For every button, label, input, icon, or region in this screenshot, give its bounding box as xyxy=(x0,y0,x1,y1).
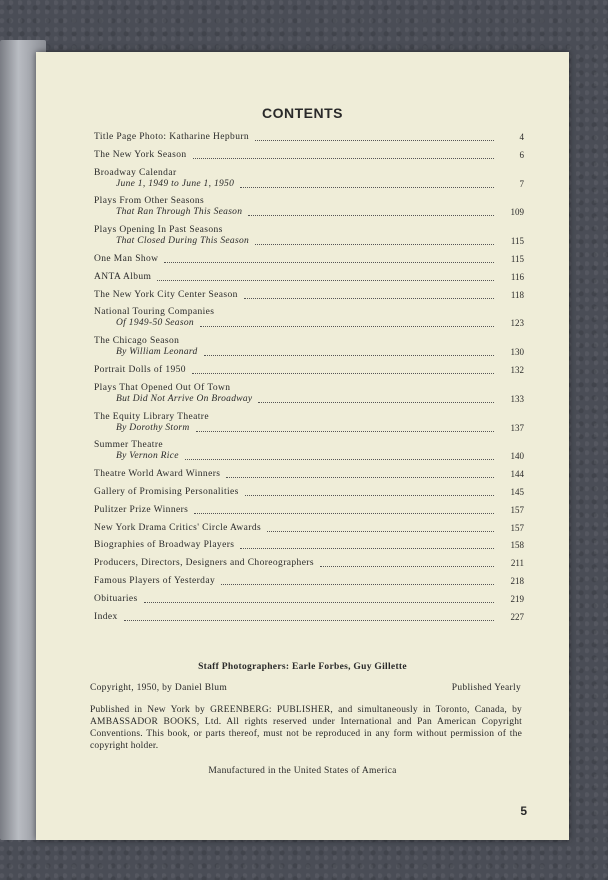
toc-page-number: 130 xyxy=(510,347,524,358)
toc-entry-row xyxy=(94,505,524,516)
toc-page-number: 133 xyxy=(510,393,524,404)
toc-entry-subtitle: By Vernon Rice xyxy=(116,451,179,462)
dot-leader xyxy=(124,619,494,621)
toc-entry-title: The New York Season xyxy=(94,149,187,160)
dot-leader xyxy=(193,157,494,159)
toc-entry-row xyxy=(94,347,524,358)
toc-entry xyxy=(94,523,524,534)
toc-entry-title: Obituaries xyxy=(94,593,138,604)
toc-entry-row xyxy=(94,540,524,551)
toc-entry xyxy=(94,225,524,247)
toc-page-number: 118 xyxy=(510,289,524,300)
toc-page-number: 132 xyxy=(510,364,524,375)
dot-leader xyxy=(245,494,494,496)
publisher-notice: Published in New York by GREENBERG: PUBLISHER, and simultaneously in Toronto, Canada, by AMBASSADOR BOOKS, Ltd. All rights reserved under International and Pan American Copyright Conventions. This book, or parts thereof, must not be reproduced in any form without permission of the copyright holder. xyxy=(90,705,522,751)
toc-page-number: 123 xyxy=(510,318,524,329)
toc-entry-title: The Chicago Season xyxy=(94,336,180,347)
toc-entry-row xyxy=(94,594,524,605)
toc-page-number: 144 xyxy=(510,469,524,480)
toc-entry-row xyxy=(94,207,524,218)
toc-entry xyxy=(94,383,524,405)
toc-entry-row xyxy=(94,394,524,405)
toc-page-number: 137 xyxy=(510,422,524,433)
dot-leader xyxy=(196,430,494,432)
toc-entry-title: Portrait Dolls of 1950 xyxy=(94,364,186,375)
dot-leader xyxy=(267,530,494,532)
page-title: CONTENTS xyxy=(262,105,343,121)
toc-page-number: 109 xyxy=(510,207,524,218)
toc-entry-row xyxy=(94,272,524,283)
dot-leader xyxy=(157,279,494,281)
toc-page-number: 145 xyxy=(510,486,524,497)
toc-entry-subtitle: June 1, 1949 to June 1, 1950 xyxy=(116,178,235,189)
toc-entry xyxy=(94,336,524,358)
toc-page-number: 157 xyxy=(510,504,524,515)
toc-entry xyxy=(94,150,524,161)
toc-entry-row xyxy=(94,150,524,161)
dot-leader xyxy=(255,243,494,245)
toc-entry xyxy=(94,132,524,143)
toc-entry xyxy=(94,612,524,623)
toc-entry-row xyxy=(94,558,524,569)
toc-entry xyxy=(94,558,524,569)
toc-page-number: 4 xyxy=(519,132,524,142)
toc-entry xyxy=(94,594,524,605)
toc-entry-title: Title Page Photo: Katharine Hepburn xyxy=(94,132,250,142)
toc-page-number: 7 xyxy=(519,178,524,189)
toc-entry-row xyxy=(94,576,524,587)
toc-entry xyxy=(94,272,524,283)
dot-leader xyxy=(320,565,494,567)
dot-leader xyxy=(244,297,494,299)
published-yearly: Published Yearly xyxy=(451,683,521,693)
toc-entry xyxy=(94,168,524,190)
toc-entry-title: Gallery of Promising Personalities xyxy=(94,486,239,497)
dot-leader xyxy=(226,476,494,478)
toc-page-number: 115 xyxy=(510,253,524,264)
toc-entry-row xyxy=(94,290,524,301)
copyright-line: Copyright, 1950, by Daniel Blum xyxy=(90,683,228,693)
toc-entry-title: Plays Opening In Past Seasons xyxy=(94,225,223,236)
toc-entry-title: Broadway Calendar xyxy=(94,167,177,178)
toc-entry-title: Pulitzer Prize Winners xyxy=(94,504,189,515)
toc-entry xyxy=(94,412,524,434)
toc-entry xyxy=(94,196,524,218)
dot-leader xyxy=(200,325,494,327)
toc-entry xyxy=(94,505,524,516)
toc-entry xyxy=(94,307,524,329)
toc-entry-title: Plays That Opened Out Of Town xyxy=(94,382,231,393)
manufactured-line: Manufactured in the United States of America xyxy=(208,766,397,776)
toc-entry-row xyxy=(94,523,524,534)
toc-entry-title: Index xyxy=(94,611,118,622)
toc-entry-row xyxy=(94,254,524,265)
book-page xyxy=(36,52,569,840)
toc-entry xyxy=(94,576,524,587)
toc-entry-title: One Man Show xyxy=(94,253,159,264)
toc-entry-subtitle: By Dorothy Storm xyxy=(116,422,190,433)
toc-entry xyxy=(94,365,524,376)
toc-entry-title: Plays From Other Seasons xyxy=(94,196,205,207)
dot-leader xyxy=(185,458,494,460)
dot-leader xyxy=(144,601,494,603)
toc-entry-subtitle: That Closed During This Season xyxy=(116,236,250,247)
dot-leader xyxy=(204,354,494,356)
toc-page-number: 218 xyxy=(510,575,524,586)
toc-entry-row xyxy=(94,469,524,480)
toc-entry-row xyxy=(94,318,524,329)
toc-page-number: 116 xyxy=(510,271,524,282)
dot-leader xyxy=(240,186,494,188)
toc-entry-subtitle: By William Leonard xyxy=(116,347,198,358)
table-of-contents xyxy=(94,132,524,629)
dot-leader xyxy=(194,512,494,514)
toc-page-number: 219 xyxy=(510,593,524,604)
toc-entry-row xyxy=(94,179,524,190)
toc-entry-row xyxy=(94,236,524,247)
toc-page-number: 157 xyxy=(510,522,524,533)
toc-entry xyxy=(94,487,524,498)
toc-entry-row xyxy=(94,487,524,498)
dot-leader xyxy=(240,547,494,549)
toc-page-number: 158 xyxy=(510,540,524,551)
toc-entry-title: Famous Players of Yesterday xyxy=(94,575,216,586)
toc-entry-title: Biographies of Broadway Players xyxy=(94,540,235,551)
toc-entry-title: ANTA Album xyxy=(94,271,152,282)
toc-entry-row xyxy=(94,612,524,623)
toc-entry-title: The New York City Center Season xyxy=(94,289,238,300)
toc-entry-title: Theatre World Award Winners xyxy=(94,469,221,480)
toc-page-number: 6 xyxy=(519,149,524,160)
toc-entry-row xyxy=(94,365,524,376)
toc-entry xyxy=(94,440,524,462)
toc-entry-title: New York Drama Critics' Circle Awards xyxy=(94,522,262,533)
toc-entry xyxy=(94,290,524,301)
toc-entry-title: National Touring Companies xyxy=(94,307,215,318)
dot-leader xyxy=(192,372,494,374)
dot-leader xyxy=(164,261,494,263)
toc-entry xyxy=(94,469,524,480)
toc-entry-row xyxy=(94,423,524,434)
toc-page-number: 115 xyxy=(510,236,524,247)
toc-entry-subtitle: But Did Not Arrive On Broadway xyxy=(116,393,253,404)
staff-photographers: Staff Photographers: Earle Forbes, Guy Gillette xyxy=(198,662,407,672)
toc-entry xyxy=(94,254,524,265)
dot-leader xyxy=(258,401,494,403)
page-number: 5 xyxy=(520,804,527,818)
dot-leader xyxy=(248,214,494,216)
toc-page-number: 211 xyxy=(510,558,524,569)
toc-page-number: 227 xyxy=(510,611,524,622)
toc-entry-title: The Equity Library Theatre xyxy=(94,411,209,422)
toc-entry-subtitle: Of 1949-50 Season xyxy=(116,318,194,329)
toc-entry-row xyxy=(94,132,524,143)
toc-entry-title: Producers, Directors, Designers and Choreographers xyxy=(94,558,314,569)
dot-leader xyxy=(221,583,494,585)
toc-entry-row xyxy=(94,451,524,462)
dot-leader xyxy=(255,139,494,141)
toc-page-number: 140 xyxy=(510,451,524,462)
toc-entry xyxy=(94,540,524,551)
toc-entry-title: Summer Theatre xyxy=(94,440,164,451)
toc-entry-subtitle: That Ran Through This Season xyxy=(116,207,243,218)
